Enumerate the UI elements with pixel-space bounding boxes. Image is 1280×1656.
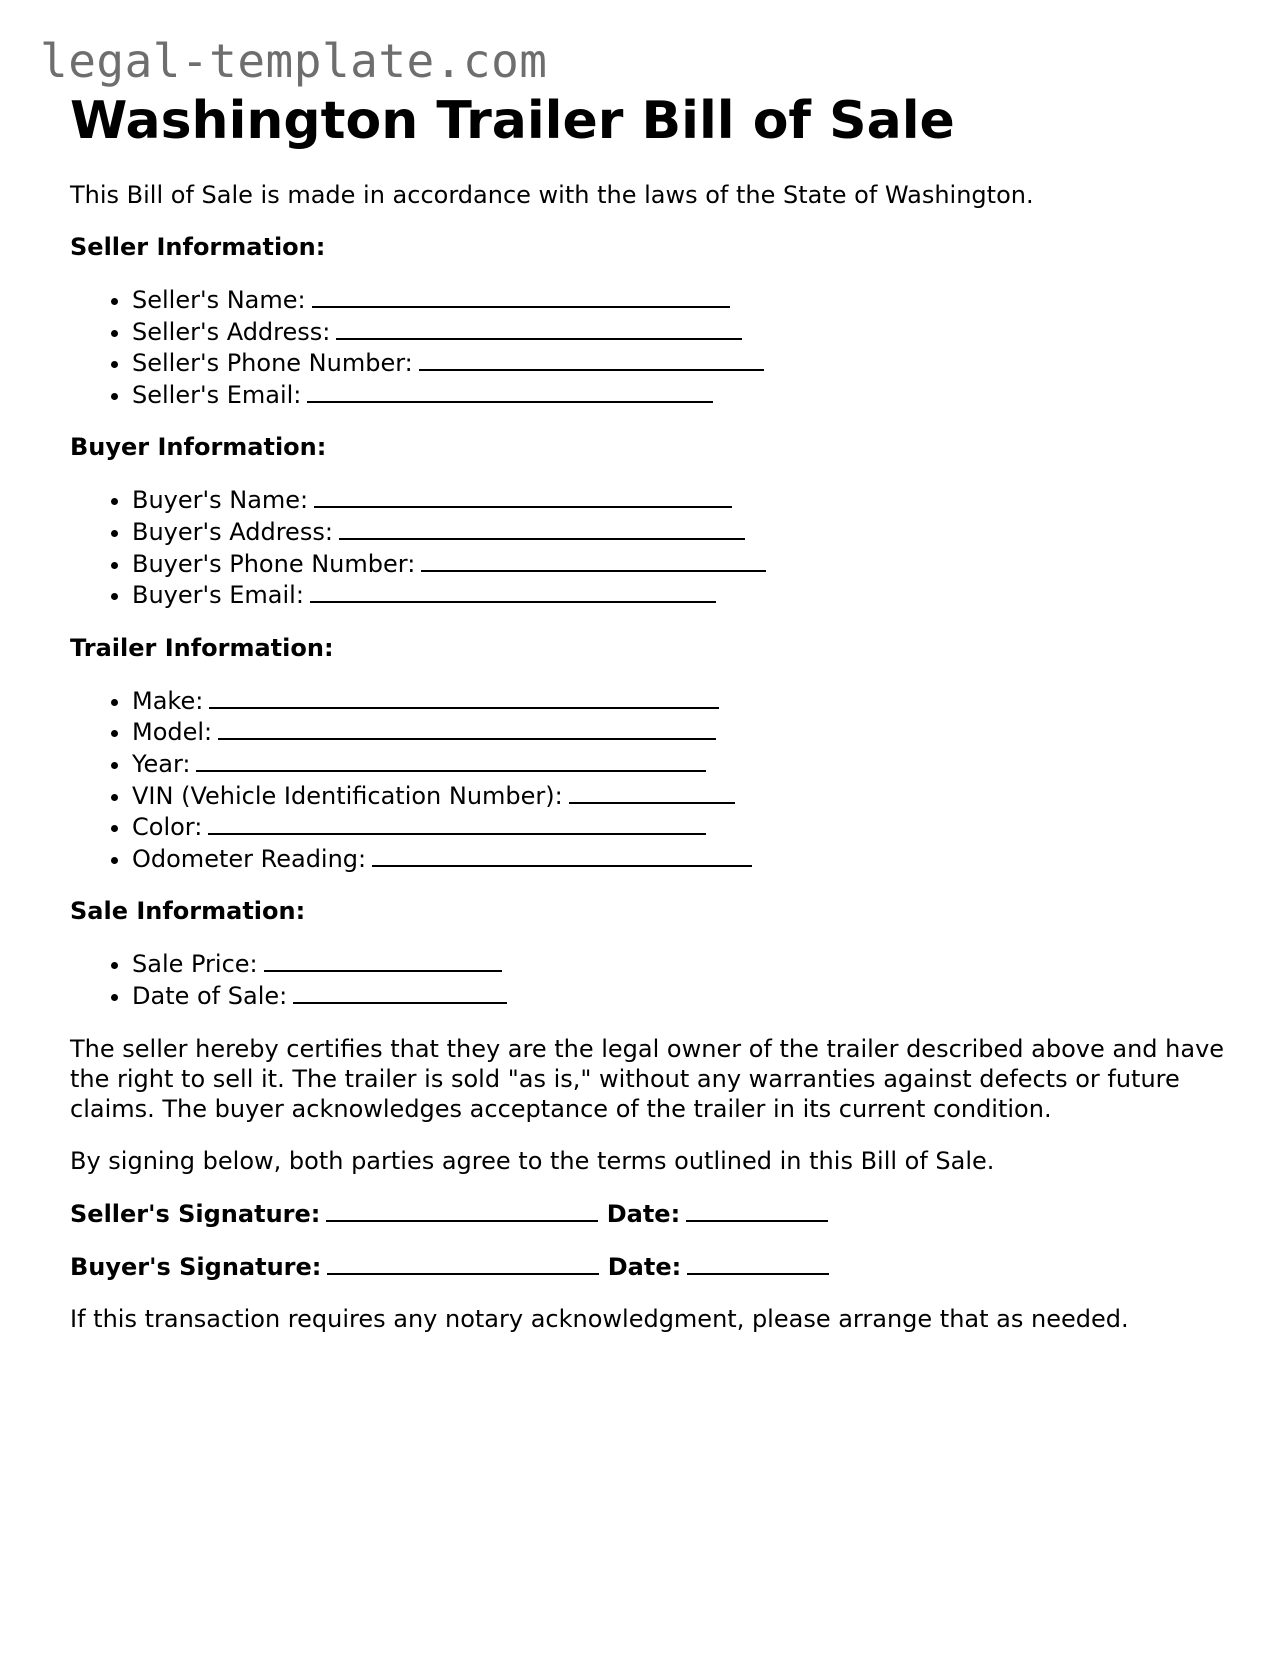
buyer-name-field (132, 484, 1230, 516)
field-label: Seller's Name: (132, 286, 306, 314)
seller-signature-label: Seller's Signature: (70, 1199, 321, 1228)
field-label: Seller's Email: (132, 380, 302, 409)
notary-note: If this transaction requires any notary acknowledgment, please arrange that as needed. (70, 1304, 1129, 1333)
seller-email-blank[interactable] (307, 379, 713, 403)
field-label: Seller's Address: (132, 317, 331, 346)
sale-section-heading: Sale Information: (70, 897, 306, 926)
buyer-signature-line (70, 1251, 1230, 1282)
field-label: Year: (132, 749, 191, 778)
watermark: legal-template.com (40, 34, 548, 88)
year-field (132, 748, 1230, 780)
seller-name-blank[interactable] (312, 284, 730, 308)
make-blank[interactable] (209, 685, 719, 709)
buyer-date-blank[interactable] (687, 1251, 829, 1275)
field-label: VIN (Vehicle Identification Number): (132, 781, 563, 810)
seller-field-list (70, 284, 1230, 410)
seller-signature-line (70, 1198, 1230, 1229)
seller-date-label: Date: (606, 1199, 681, 1228)
field-label: Buyer's Address: (132, 517, 333, 546)
vin-field (132, 780, 1230, 812)
seller-date-blank[interactable] (686, 1198, 828, 1222)
odometer-blank[interactable] (372, 843, 752, 867)
buyer-signature-blank[interactable] (327, 1251, 599, 1275)
field-label: Odometer Reading: (132, 844, 367, 873)
field-label: Sale Price: (132, 950, 258, 979)
document-title: Washington Trailer Bill of Sale (70, 91, 955, 151)
sale-price-field (132, 948, 1230, 980)
sale-price-blank[interactable] (264, 948, 502, 972)
field-label: Date of Sale: (132, 981, 288, 1010)
seller-phone-blank[interactable] (419, 347, 764, 371)
seller-email-field (132, 379, 1230, 411)
buyer-email-field (132, 579, 1230, 611)
year-blank[interactable] (196, 748, 706, 772)
buyer-address-field (132, 516, 1230, 548)
model-blank[interactable] (218, 716, 716, 740)
seller-name-field (132, 284, 1230, 316)
field-label: Color: (132, 813, 203, 842)
field-label: Seller's Phone Number: (132, 349, 413, 378)
buyer-address-blank[interactable] (339, 516, 745, 540)
buyer-signature-label: Buyer's Signature: (70, 1252, 322, 1281)
trailer-section-heading: Trailer Information: (70, 633, 334, 662)
color-field (132, 811, 1230, 843)
buyer-email-blank[interactable] (310, 579, 716, 603)
seller-address-blank[interactable] (336, 316, 742, 340)
buyer-phone-blank[interactable] (421, 548, 766, 572)
buyer-phone-field (132, 548, 1230, 580)
intro-text: This Bill of Sale is made in accordance with the laws of the State of Washington. (70, 181, 1034, 209)
model-field (132, 716, 1230, 748)
field-label: Buyer's Email: (132, 581, 304, 610)
sale-date-field (132, 980, 1230, 1012)
buyer-date-label: Date: (607, 1252, 682, 1281)
trailer-field-list (70, 685, 1230, 875)
agreement-text: By signing below, both parties agree to the terms outlined in this Bill of Sale. (70, 1146, 995, 1175)
seller-address-field (132, 316, 1230, 348)
odometer-field (132, 843, 1230, 875)
seller-signature-blank[interactable] (326, 1198, 598, 1222)
sale-field-list (70, 948, 1230, 1011)
seller-section-heading: Seller Information: (70, 233, 326, 261)
buyer-field-list (70, 484, 1230, 610)
field-label: Buyer's Phone Number: (132, 549, 416, 578)
make-field (132, 685, 1230, 717)
field-label: Make: (132, 686, 204, 715)
field-label: Buyer's Name: (132, 486, 309, 515)
buyer-name-blank[interactable] (314, 484, 732, 508)
certification-text: The seller hereby certifies that they are the legal owner of the trailer described above and have the right to sell it. The trailer is sold "as is," without any warranties against defects or future claims. The buyer acknowledges acceptance of the trailer in its current condition. (70, 1034, 1225, 1123)
sale-date-blank[interactable] (293, 980, 507, 1004)
document-page (70, 88, 1230, 1334)
seller-phone-field (132, 347, 1230, 379)
vin-blank[interactable] (569, 780, 735, 804)
buyer-section-heading: Buyer Information: (70, 433, 327, 462)
color-blank[interactable] (208, 811, 706, 835)
field-label: Model: (132, 718, 213, 747)
